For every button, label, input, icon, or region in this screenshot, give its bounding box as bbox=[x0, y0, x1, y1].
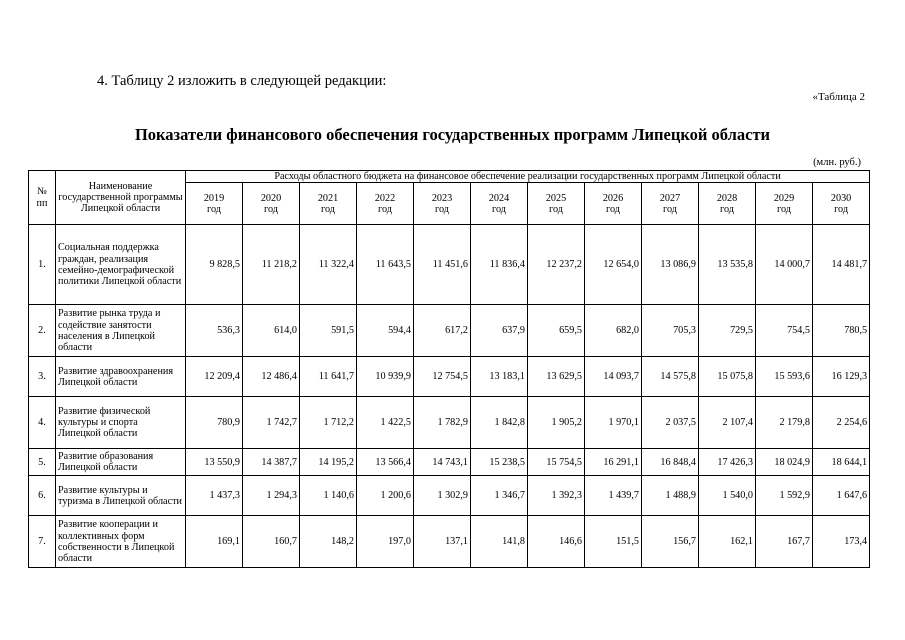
year-number: 2026 bbox=[602, 192, 624, 204]
expense-value: 160,7 bbox=[243, 516, 300, 568]
expense-value: 1 200,6 bbox=[357, 476, 414, 516]
expense-value: 2 107,4 bbox=[699, 397, 756, 449]
expense-value: 1 782,9 bbox=[414, 397, 471, 449]
year-number: 2021 bbox=[317, 192, 339, 204]
year-suffix: год bbox=[378, 203, 392, 215]
program-name: Развитие рынка труда и содействие занятости населения в Липецкой области bbox=[56, 305, 186, 357]
expense-value: 16 129,3 bbox=[813, 357, 870, 397]
expense-value: 1 970,1 bbox=[585, 397, 642, 449]
expense-value: 1 302,9 bbox=[414, 476, 471, 516]
expense-value: 1 488,9 bbox=[642, 476, 699, 516]
year-suffix: год bbox=[663, 203, 677, 215]
header-year bbox=[357, 183, 414, 225]
header-number: № пп bbox=[29, 171, 56, 225]
year-number: 2030 bbox=[830, 192, 852, 204]
expense-value: 12 754,5 bbox=[414, 357, 471, 397]
program-name: Развитие физической культуры и спорта Липецкой области bbox=[56, 397, 186, 449]
expense-value: 10 939,9 bbox=[357, 357, 414, 397]
row-number: 2. bbox=[29, 305, 56, 357]
expense-value: 1 346,7 bbox=[471, 476, 528, 516]
header-year bbox=[528, 183, 585, 225]
row-number: 7. bbox=[29, 516, 56, 568]
table-body bbox=[29, 225, 870, 568]
table-row bbox=[29, 305, 870, 357]
year-suffix: год bbox=[777, 203, 791, 215]
expense-value: 1 905,2 bbox=[528, 397, 585, 449]
expense-value: 682,0 bbox=[585, 305, 642, 357]
expense-value: 141,8 bbox=[471, 516, 528, 568]
header-year bbox=[642, 183, 699, 225]
expense-value: 13 550,9 bbox=[186, 449, 243, 476]
expense-value: 14 093,7 bbox=[585, 357, 642, 397]
expense-value: 1 422,5 bbox=[357, 397, 414, 449]
expense-value: 637,9 bbox=[471, 305, 528, 357]
header-year bbox=[414, 183, 471, 225]
header-expenses: Расходы областного бюджета на финансовое обеспечение реализации государственных программ Липецкой области bbox=[186, 171, 870, 183]
table-row bbox=[29, 397, 870, 449]
expense-value: 17 426,3 bbox=[699, 449, 756, 476]
header-year bbox=[471, 183, 528, 225]
expense-value: 9 828,5 bbox=[186, 225, 243, 305]
expense-value: 1 439,7 bbox=[585, 476, 642, 516]
expense-value: 14 000,7 bbox=[756, 225, 813, 305]
expense-value: 780,9 bbox=[186, 397, 243, 449]
year-number: 2024 bbox=[488, 192, 510, 204]
expense-value: 13 535,8 bbox=[699, 225, 756, 305]
units-label: (млн. руб.) bbox=[813, 157, 861, 168]
expense-value: 15 075,8 bbox=[699, 357, 756, 397]
header-year bbox=[300, 183, 357, 225]
year-suffix: год bbox=[834, 203, 849, 215]
expense-value: 12 486,4 bbox=[243, 357, 300, 397]
table-label: «Таблица 2 bbox=[812, 91, 865, 103]
expense-value: 1 842,8 bbox=[471, 397, 528, 449]
expense-value: 173,4 bbox=[813, 516, 870, 568]
expense-value: 12 654,0 bbox=[585, 225, 642, 305]
intro-text: 4. Таблицу 2 изложить в следующей редакции: bbox=[97, 73, 387, 89]
year-number: 2020 bbox=[260, 192, 282, 204]
expense-value: 617,2 bbox=[414, 305, 471, 357]
expense-value: 2 254,6 bbox=[813, 397, 870, 449]
year-suffix: год bbox=[321, 203, 335, 215]
year-suffix: год bbox=[435, 203, 449, 215]
expense-value: 13 629,5 bbox=[528, 357, 585, 397]
expense-value: 13 183,1 bbox=[471, 357, 528, 397]
header-year bbox=[813, 183, 870, 225]
expense-value: 1 294,3 bbox=[243, 476, 300, 516]
row-number: 1. bbox=[29, 225, 56, 305]
header-year bbox=[699, 183, 756, 225]
expense-value: 13 566,4 bbox=[357, 449, 414, 476]
expense-value: 1 140,6 bbox=[300, 476, 357, 516]
expense-value: 16 291,1 bbox=[585, 449, 642, 476]
expense-value: 2 179,8 bbox=[756, 397, 813, 449]
expense-value: 729,5 bbox=[699, 305, 756, 357]
expense-value: 162,1 bbox=[699, 516, 756, 568]
year-number: 2029 bbox=[773, 192, 795, 204]
table-row bbox=[29, 357, 870, 397]
expense-value: 12 237,2 bbox=[528, 225, 585, 305]
expense-value: 614,0 bbox=[243, 305, 300, 357]
year-suffix: год bbox=[492, 203, 506, 215]
row-number: 3. bbox=[29, 357, 56, 397]
program-name: Социальная поддержка граждан, реализация семейно-демографической политики Липецкой области bbox=[56, 225, 186, 305]
expense-value: 536,3 bbox=[186, 305, 243, 357]
year-number: 2028 bbox=[716, 192, 738, 204]
expense-value: 754,5 bbox=[756, 305, 813, 357]
year-suffix: год bbox=[549, 203, 563, 215]
expense-value: 11 641,7 bbox=[300, 357, 357, 397]
year-number: 2027 bbox=[659, 192, 681, 204]
expense-value: 780,5 bbox=[813, 305, 870, 357]
expense-value: 14 481,7 bbox=[813, 225, 870, 305]
expense-value: 1 592,9 bbox=[756, 476, 813, 516]
expense-value: 13 086,9 bbox=[642, 225, 699, 305]
header-row-top bbox=[29, 171, 870, 183]
header-year bbox=[585, 183, 642, 225]
table-row bbox=[29, 449, 870, 476]
expense-value: 11 836,4 bbox=[471, 225, 528, 305]
table-row bbox=[29, 476, 870, 516]
expense-value: 14 575,8 bbox=[642, 357, 699, 397]
program-name: Развитие образования Липецкой области bbox=[56, 449, 186, 476]
expense-value: 594,4 bbox=[357, 305, 414, 357]
expense-value: 1 742,7 bbox=[243, 397, 300, 449]
expense-value: 1 392,3 bbox=[528, 476, 585, 516]
expense-value: 14 387,7 bbox=[243, 449, 300, 476]
program-name: Развитие здравоохранения Липецкой области bbox=[56, 357, 186, 397]
expense-value: 156,7 bbox=[642, 516, 699, 568]
expense-value: 11 322,4 bbox=[300, 225, 357, 305]
header-year bbox=[186, 183, 243, 225]
expense-value: 151,5 bbox=[585, 516, 642, 568]
expense-value: 591,5 bbox=[300, 305, 357, 357]
expense-value: 14 743,1 bbox=[414, 449, 471, 476]
row-number: 4. bbox=[29, 397, 56, 449]
table-row bbox=[29, 225, 870, 305]
expense-value: 16 848,4 bbox=[642, 449, 699, 476]
year-suffix: год bbox=[207, 203, 221, 215]
expense-value: 169,1 bbox=[186, 516, 243, 568]
expense-value: 1 540,0 bbox=[699, 476, 756, 516]
financing-table bbox=[28, 170, 870, 568]
expense-value: 12 209,4 bbox=[186, 357, 243, 397]
expense-value: 11 643,5 bbox=[357, 225, 414, 305]
table-row bbox=[29, 516, 870, 568]
expense-value: 14 195,2 bbox=[300, 449, 357, 476]
expense-value: 659,5 bbox=[528, 305, 585, 357]
program-name: Развитие кооперации и коллективных форм собственности в Липецкой области bbox=[56, 516, 186, 568]
year-suffix: год bbox=[606, 203, 620, 215]
row-number: 5. bbox=[29, 449, 56, 476]
expense-value: 137,1 bbox=[414, 516, 471, 568]
expense-value: 167,7 bbox=[756, 516, 813, 568]
expense-value: 2 037,5 bbox=[642, 397, 699, 449]
expense-value: 15 754,5 bbox=[528, 449, 585, 476]
year-number: 2023 bbox=[431, 192, 453, 204]
expense-value: 148,2 bbox=[300, 516, 357, 568]
expense-value: 11 218,2 bbox=[243, 225, 300, 305]
expense-value: 1 712,2 bbox=[300, 397, 357, 449]
year-suffix: год bbox=[264, 203, 278, 215]
year-number: 2019 bbox=[203, 192, 225, 204]
expense-value: 1 437,3 bbox=[186, 476, 243, 516]
expense-value: 705,3 bbox=[642, 305, 699, 357]
row-number: 6. bbox=[29, 476, 56, 516]
expense-value: 197,0 bbox=[357, 516, 414, 568]
expense-value: 18 644,1 bbox=[813, 449, 870, 476]
expense-value: 18 024,9 bbox=[756, 449, 813, 476]
expense-value: 146,6 bbox=[528, 516, 585, 568]
header-year bbox=[243, 183, 300, 225]
year-number: 2025 bbox=[545, 192, 567, 204]
year-suffix: год bbox=[720, 203, 734, 215]
program-name: Развитие культуры и туризма в Липецкой области bbox=[56, 476, 186, 516]
document-title: Показатели финансового обеспечения государственных программ Липецкой области bbox=[134, 125, 771, 144]
expense-value: 1 647,6 bbox=[813, 476, 870, 516]
expense-value: 15 238,5 bbox=[471, 449, 528, 476]
expense-value: 15 593,6 bbox=[756, 357, 813, 397]
header-program-name: Наименование государственной программы Липецкой области bbox=[56, 171, 186, 225]
header-year bbox=[756, 183, 813, 225]
year-number: 2022 bbox=[374, 192, 396, 204]
expense-value: 11 451,6 bbox=[414, 225, 471, 305]
